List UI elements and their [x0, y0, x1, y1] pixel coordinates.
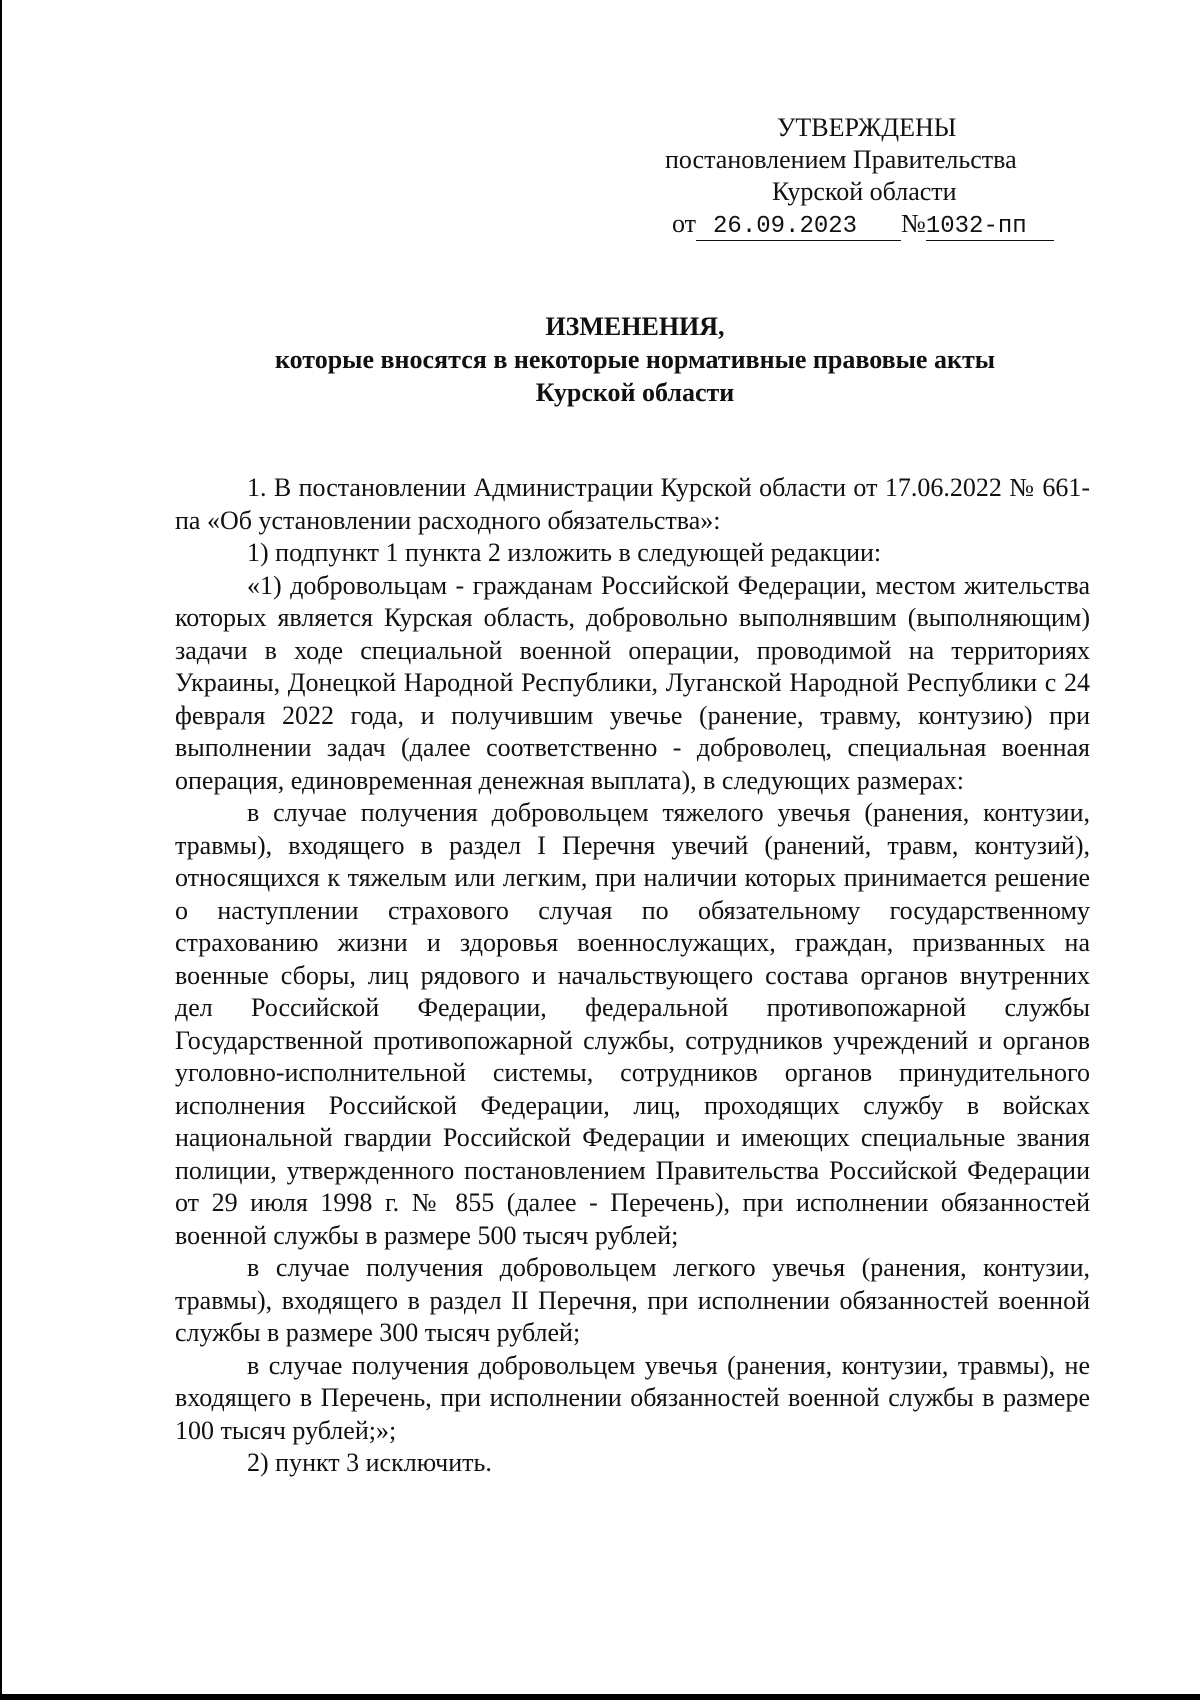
approval-date-line [660, 208, 1100, 241]
number-prefix: № [901, 209, 926, 238]
paragraph-5: в случае получения добровольцем легкого увечья (ранения, контузии, травмы), входящего в раздел II Перечня, при исполнении обязанностей военной службы в размере 300 тысяч рублей; [175, 1253, 1090, 1347]
paragraph-7: 2) пункт 3 исключить. [247, 1448, 492, 1477]
scan-edge-bottom [0, 1694, 1200, 1700]
date-prefix: от [672, 209, 697, 238]
approval-number: 1032-пп [926, 214, 1054, 241]
title-subheading: которые вносятся в некоторые нормативные правовые акты [274, 345, 996, 374]
document-body [175, 472, 1090, 1480]
paragraph-3: «1) добровольцам - гражданам Российской Федерации, местом жительства которых является Курская область, добровольно выполнявшим (выполняющим) задачи в ходе специальной военной операции, проводимой на территориях Украины, Донецкой Народной Республики, Луганской Народной Республики с 24 февраля 2022 года, и получившим увечье (ранение, травму, контузию) при выполнении задач (далее соответственно - доброволец, специальная военная операция, единовременная денежная выплата), в следующих размерах: [175, 570, 1090, 795]
paragraph-2: 1) подпункт 1 пункта 2 изложить в следующей редакции: [247, 538, 882, 567]
title-heading: ИЗМЕНЕНИЯ, [545, 312, 725, 341]
paragraph-4: в случае получения добровольцем тяжелого увечья (ранения, контузии, травмы), входящего в раздел I Перечня увечий (ранений, травм, контузий), относящихся к тяжелым или легким, при наличии которых принимается решение о наступлении страхового случая по обязательному государственному страхованию жизни и здоровья военнослужащих, граждан, призванных на военные сборы, лиц рядового и начальствующего состава органов внутренних дел Российской Федерации, федеральной противопожарной службы Государственной противопожарной службы, сотрудников учреждений и органов уголовно-исполнительной системы, сотрудников органов принудительного исполнения Российской Федерации, лиц, проходящих службу в войсках национальной гвардии Российской Федерации и имеющих специальные звания полиции, утвержденного постановлением Правительства Российской Федерации от 29 июля 1998 г. № 855 (далее - Перечень), при исполнении обязанностей военной службы в размере 500 тысяч рублей; [175, 798, 1090, 1250]
approval-heading: УТВЕРЖДЕНЫ [777, 113, 957, 142]
approval-block [660, 112, 1100, 241]
title-region: Курской области [535, 378, 735, 407]
paragraph-6: в случае получения добровольцем увечья (ранения, контузии, травмы), не входящего в Перечень, при исполнении обязанностей военной службы в размере 100 тысяч рублей;»; [175, 1350, 1090, 1445]
paragraph-1: 1. В постановлении Администрации Курской области от 17.06.2022 № 661-па «Об установлении расходного обязательства»: [175, 473, 1090, 535]
scan-edge-left [0, 0, 2, 1700]
document-title [175, 310, 1095, 409]
approval-resolution: постановлением Правительства [665, 145, 1017, 174]
approval-date: 26.09.2023 [696, 214, 901, 241]
approval-region: Курской области [772, 177, 957, 206]
